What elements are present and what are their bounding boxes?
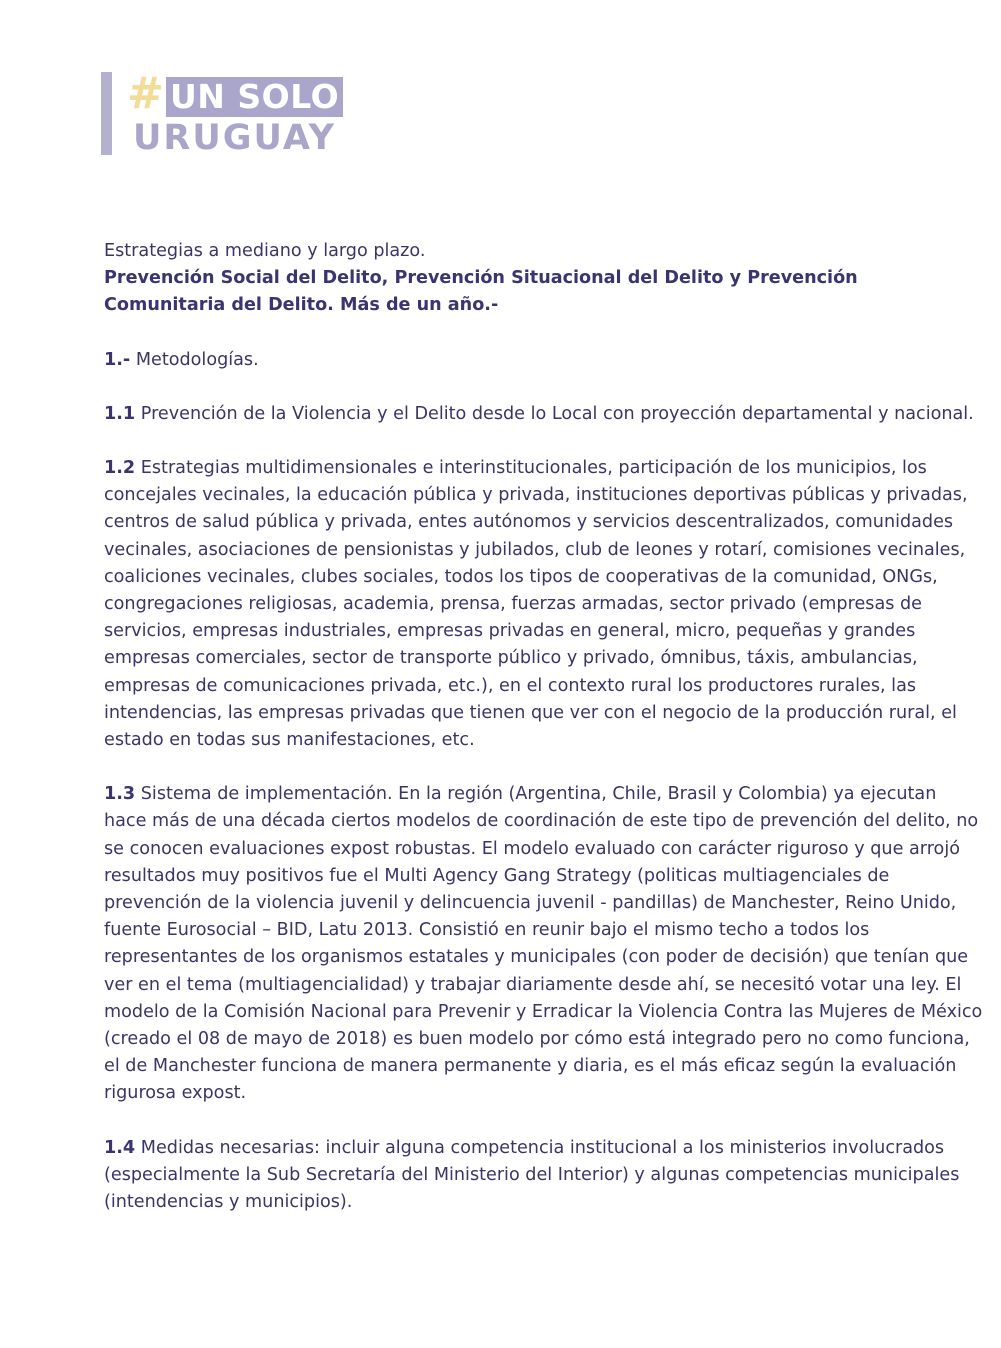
section-1	[104, 347, 984, 374]
section-1-2	[104, 455, 984, 754]
section-text: Sistema de implementación. En la región (Argentina, Chile, Brasil y Colombia) ya ejecutan hace más de una década ciertos modelos de coordinación de este tipo de prevención del delito, no se conocen evaluaciones expost robustas. El modelo evaluado con carácter riguroso y que arrojó resultados muy positivos fue el Multi Agency Gang Strategy (politicas multiagenciales de prevención de la violencia juvenil y delincuencia juvenil - pandillas) de Manchester, Reino Unido, fuente Eurosocial – BID, Latu 2013. Consistió en reunir bajo el mismo techo a todos los representantes de los organismos estatales y municipales (con poder de decisión) que tenían que ver en el tema (multiagencialidad) y trabajar diariamente desde ahí, se necesitó votar una ley. El modelo de la Comisión Nacional para Prevenir y Erradicar la Violencia Contra las Mujeres de México (creado el 08 de mayo de 2018) es buen modelo por cómo está integrado pero no como funciona, el de Manchester funciona de manera permanente y diaria, es el más eficaz según la evaluación rigurosa expost.	[104, 784, 983, 1104]
section-number: 1.1	[104, 403, 136, 424]
section-number: 1.-	[104, 349, 131, 370]
document-title: Prevención Social del Delito, Prevención Situacional del Delito y Prevención Comunitaria del Delito. Más de un año.-	[104, 268, 858, 316]
section-1-1	[104, 401, 984, 428]
logo-line-2: URUGUAY	[133, 118, 336, 158]
section-text: Metodologías.	[135, 349, 259, 370]
intro-subtitle: Estrategias a mediano y largo plazo.	[104, 241, 426, 261]
un-solo-uruguay-logo	[101, 68, 361, 158]
section-number: 1.4	[104, 1137, 136, 1158]
section-text: Medidas necesarias: incluir alguna competencia institucional a los ministerios involucrados (especialmente la Sub Secretaría del Ministerio del Interior) y algunas competencias municipales (intendencias y municipios).	[104, 1137, 960, 1213]
logo-bar	[101, 72, 112, 155]
section-1-3	[104, 781, 984, 1107]
section-number: 1.2	[104, 458, 136, 479]
section-number: 1.3	[104, 784, 136, 805]
section-text: Prevención de la Violencia y el Delito desde lo Local con proyección departamental y nacional.	[140, 403, 974, 424]
logo-hash: #	[127, 68, 164, 119]
section-1-4	[104, 1135, 984, 1217]
document-body	[104, 238, 984, 1216]
logo-line-1: UN SOLO	[166, 77, 343, 117]
section-text: Estrategias multidimensionales e interinstitucionales, participación de los municipios, los concejales vecinales, la educación pública y privada, instituciones deportivas públicas y privadas, centros de salud pública y privada, entes autónomos y servicios descentralizados, comunidades vecinales, asociaciones de pensionistas y jubilados, club de leones y rotarí, comisiones vecinales, coaliciones vecinales, clubes sociales, todos los tipos de cooperativas de la comunidad, ONGs, congregaciones religiosas, academia, prensa, fuerzas armadas, sector privado (empresas de servicios, empresas industriales, empresas privadas en general, micro, pequeñas y grandes empresas comerciales, sector de transporte público y privado, ómnibus, táxis, ambulancias, empresas de comunicaciones privada, etc.), en el contexto rural los productores rurales, las intendencias, las empresas privadas que tienen que ver con el negocio de la producción rural, el estado en todas sus manifestaciones, etc.	[104, 458, 968, 751]
